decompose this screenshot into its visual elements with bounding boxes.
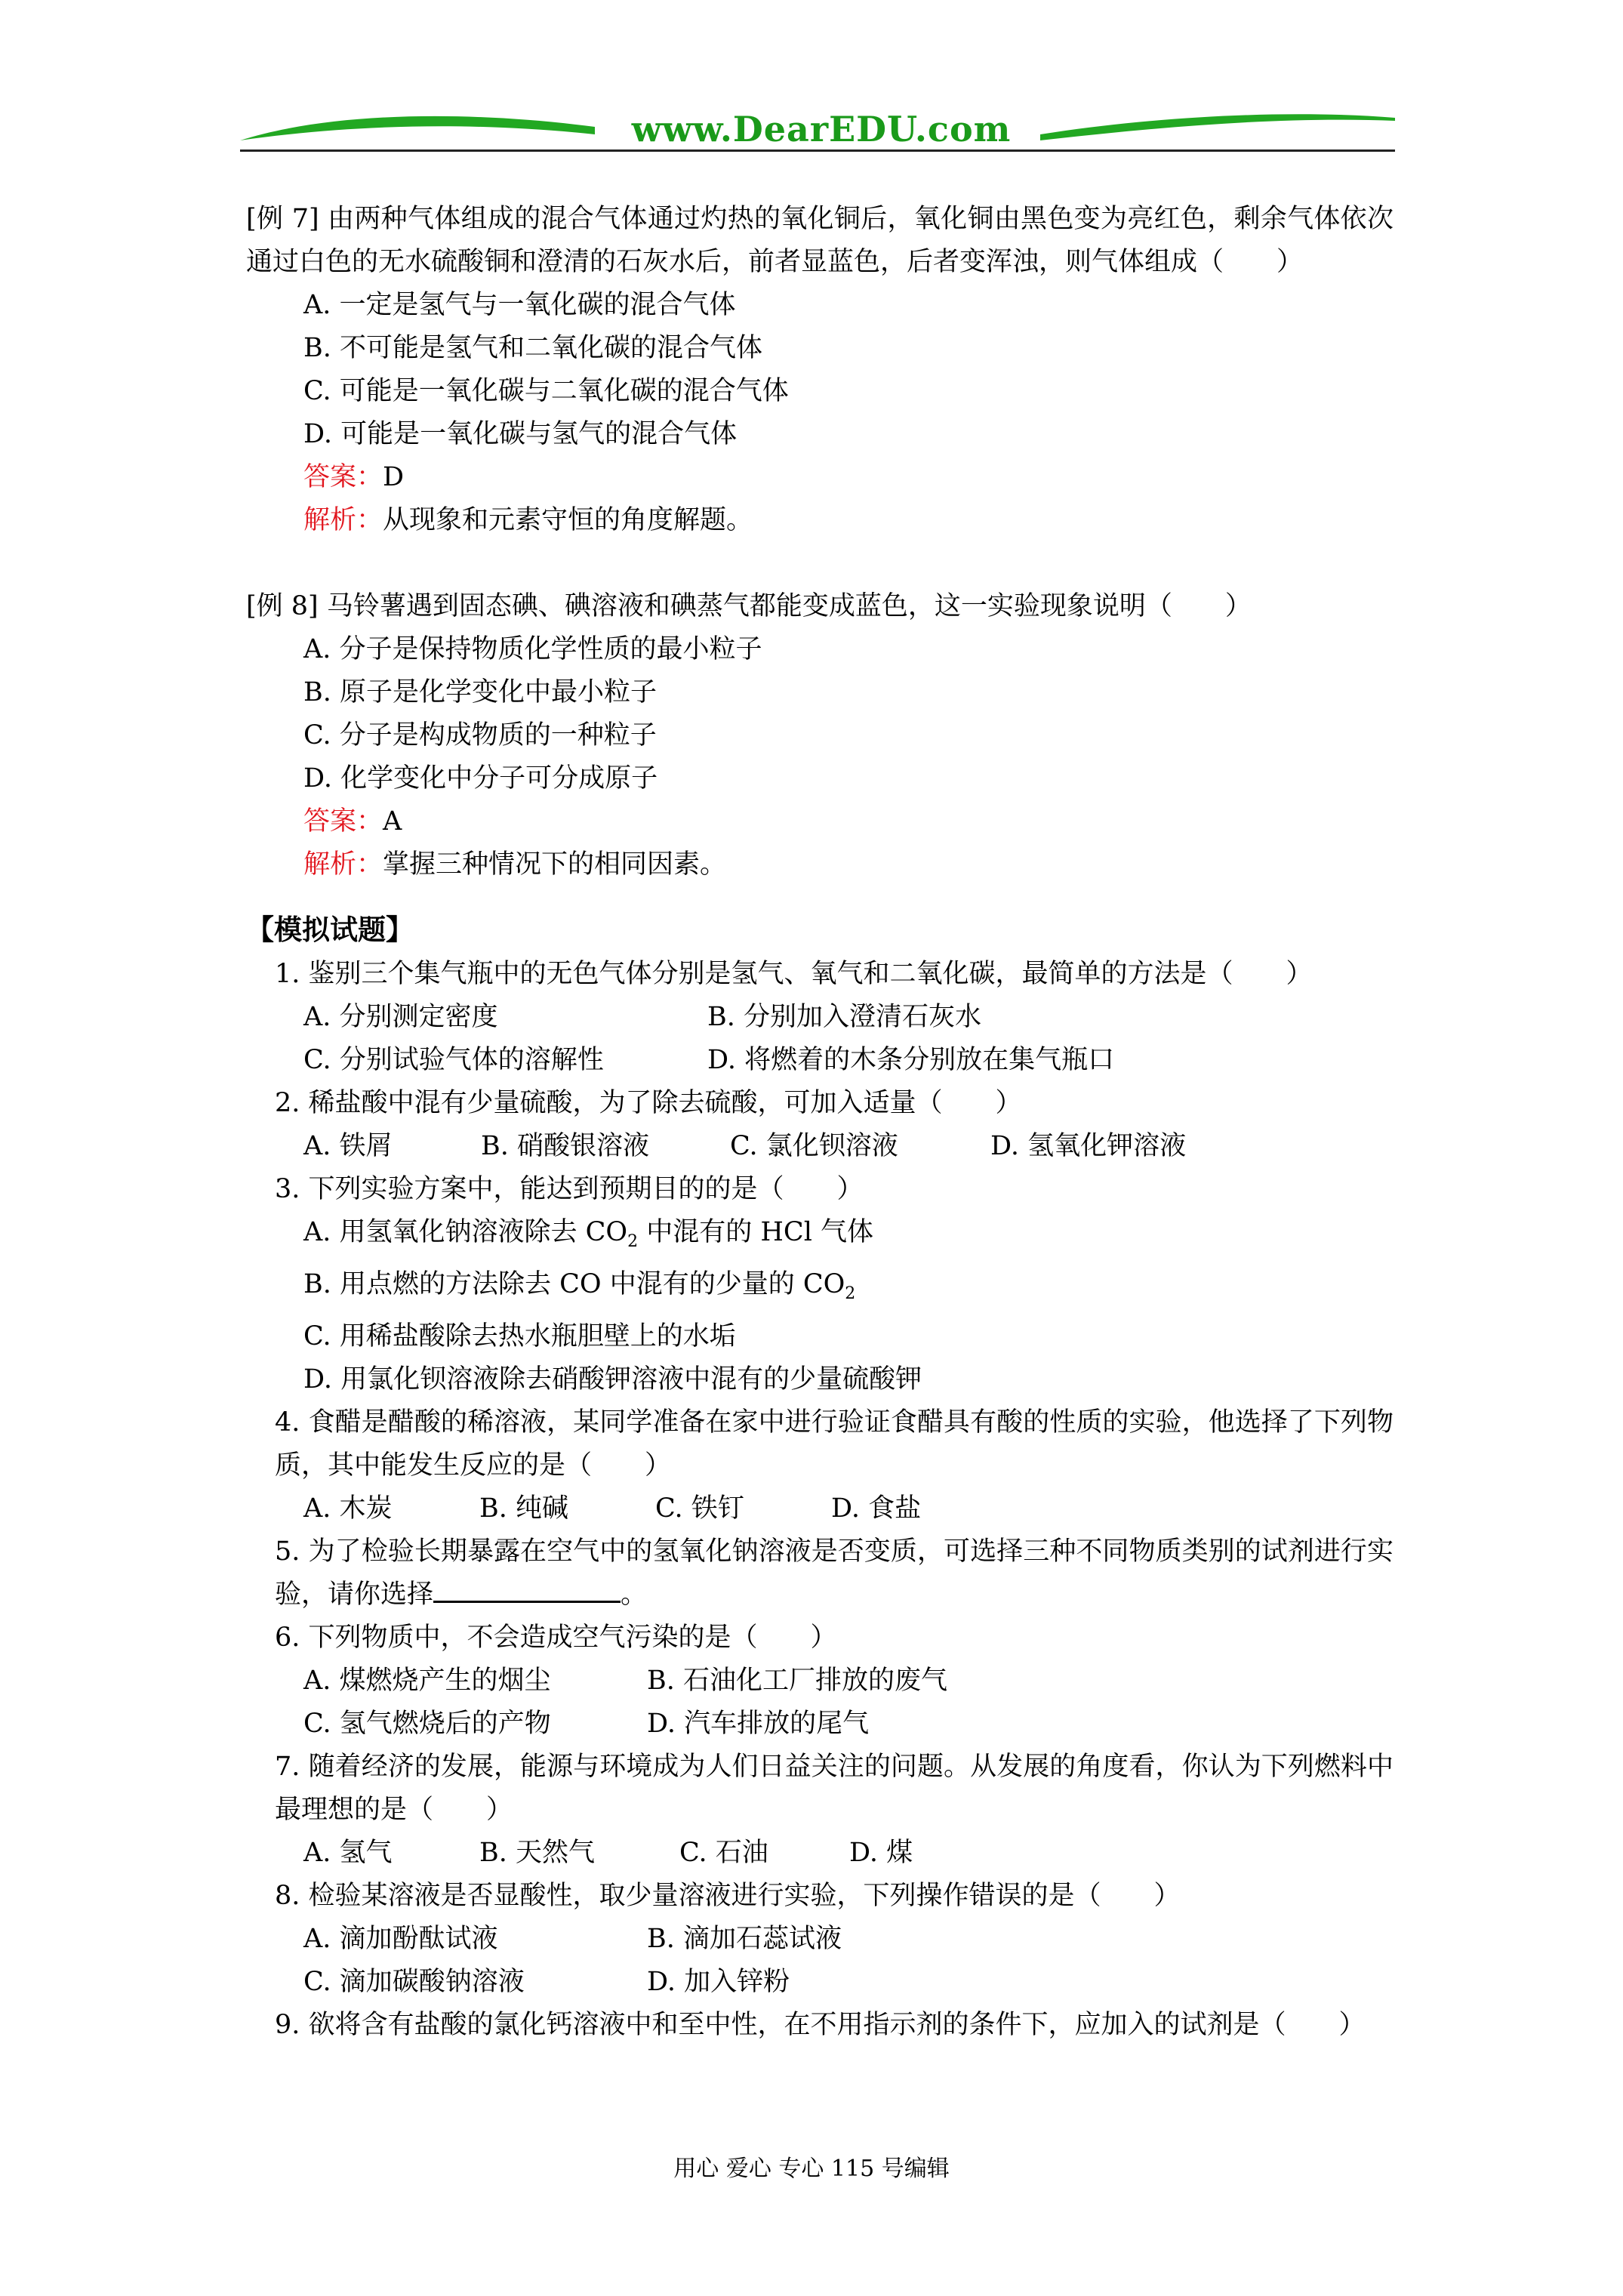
document-body	[246, 198, 1394, 2047]
example-8-option-b: B. 原子是化学变化中最小粒子	[303, 677, 657, 707]
question-8-options-row1	[246, 1918, 1394, 1961]
option-c: C. 滴加碳酸钠溶液	[303, 1967, 525, 1997]
question-2-options	[246, 1125, 1394, 1168]
option-d: D. 食盐	[831, 1493, 922, 1524]
question-1-stem: 1. 鉴别三个集气瓶中的无色气体分别是氢气、氧气和二氧化碳，最简单的方法是（ ）	[275, 959, 1313, 989]
example-8-stem: [例 8] 马铃薯遇到固态碘、碘溶液和碘蒸气都能变成蓝色，这一实验现象说明（ ）	[246, 591, 1252, 621]
question-7-options	[246, 1832, 1394, 1875]
question-6-stem: 6. 下列物质中，不会造成空气污染的是（ ）	[275, 1623, 837, 1653]
question-6-options-row1	[246, 1660, 1394, 1703]
option-d: D. 氢氧化钾溶液	[990, 1131, 1187, 1161]
question-3-stem: 3. 下列实验方案中，能达到预期目的的是（ ）	[275, 1174, 864, 1204]
header-divider	[240, 149, 1395, 152]
example-8-answer	[246, 800, 1394, 843]
analysis-label: 解析：	[303, 849, 383, 880]
option-b: B. 滴加石蕊试液	[647, 1924, 842, 1954]
question-8-stem: 8. 检验某溶液是否显酸性，取少量溶液进行实验，下列操作错误的是（ ）	[275, 1881, 1181, 1911]
option-c: C. 氯化钡溶液	[730, 1131, 898, 1161]
section-title: 【模拟试题】	[246, 914, 414, 946]
answer-label: 答案：	[303, 806, 383, 837]
question-5-stem: 5. 为了检验长期暴露在空气中的氢氧化钠溶液是否变质，可选择三种不同物质类别的试剂进行实验，请你选择 。	[275, 1536, 1394, 1610]
option-d: D. 加入锌粉	[647, 1967, 790, 1997]
option-a: A. 氢气	[303, 1838, 393, 1868]
option-a: A. 铁屑	[303, 1131, 393, 1161]
example-8-option-a: A. 分子是保持物质化学性质的最小粒子	[303, 634, 762, 664]
option-b: B. 分别加入澄清石灰水	[707, 1002, 981, 1032]
question-3-option-b: B. 用点燃的方法除去 CO 中混有的少量的 $CO_2$	[303, 1269, 856, 1303]
option-c: C. 石油	[679, 1838, 768, 1868]
answer-blank[interactable]	[433, 1573, 621, 1603]
question-2-stem: 2. 稀盐酸中混有少量硫酸，为了除去硫酸，可加入适量（ ）	[275, 1088, 1022, 1118]
option-a: A. 木炭	[303, 1493, 393, 1524]
answer-label: 答案：	[303, 462, 383, 492]
example-7-option-a: A. 一定是氢气与一氧化碳的混合气体	[303, 290, 736, 320]
page-footer: 用心 爱心 专心 115 号编辑	[673, 2156, 950, 2182]
question-4-options	[246, 1487, 1394, 1530]
answer-value: D	[383, 462, 405, 492]
example-7-option-d: D. 可能是一氧化碳与氢气的混合气体	[303, 419, 738, 449]
option-b: B. 硝酸银溶液	[481, 1131, 649, 1161]
page-header	[240, 104, 1395, 159]
analysis-label: 解析：	[303, 505, 383, 535]
example-7-answer	[246, 456, 1394, 499]
option-c: C. 分别试验气体的溶解性	[303, 1045, 604, 1075]
analysis-text: 掌握三种情况下的相同因素。	[383, 849, 727, 880]
answer-value: A	[383, 806, 402, 837]
option-c: C. 铁钉	[655, 1493, 744, 1524]
option-c: C. 氢气燃烧后的产物	[303, 1709, 551, 1739]
option-d: D. 汽车排放的尾气	[647, 1709, 870, 1739]
question-3-option-a: A. 用氢氧化钠溶液除去 $CO_2$ 中混有的 HCl 气体	[303, 1217, 874, 1251]
question-8-options-row2	[246, 1961, 1394, 2004]
option-a: A. 分别测定密度	[303, 1002, 498, 1032]
option-b: B. 天然气	[479, 1838, 595, 1868]
example-7-analysis	[246, 499, 1394, 542]
question-9-stem: 9. 欲将含有盐酸的氯化钙溶液中和至中性，在不用指示剂的条件下，应加入的试剂是（ ）	[275, 2010, 1366, 2040]
analysis-text: 从现象和元素守恒的角度解题。	[383, 505, 753, 535]
question-1-options-row2	[246, 1039, 1394, 1082]
example-8-analysis	[246, 843, 1394, 886]
example-7-option-b: B. 不可能是氢气和二氧化碳的混合气体	[303, 333, 762, 363]
example-7-stem: [例 7] 由两种气体组成的混合气体通过灼热的氧化铜后，氧化铜由黑色变为亮红色，剩余气体依次通过白色的无水硫酸铜和澄清的石灰水后，前者显蓝色，后者变浑浊，则气体组成（ ）	[246, 204, 1394, 277]
option-b: B. 石油化工厂排放的废气	[647, 1666, 947, 1696]
site-logo[interactable]: www.DearEDU.com	[631, 109, 1012, 149]
option-a: A. 滴加酚酞试液	[303, 1924, 498, 1954]
option-b: B. 纯碱	[479, 1493, 568, 1524]
example-8-option-d: D. 化学变化中分子可分成原子	[303, 763, 658, 794]
option-a: A. 煤燃烧产生的烟尘	[303, 1666, 551, 1696]
question-1-options-row1	[246, 996, 1394, 1039]
option-d: D. 将燃着的木条分别放在集气瓶口	[707, 1045, 1115, 1075]
question-3-option-c: C. 用稀盐酸除去热水瓶胆壁上的水垢	[303, 1321, 736, 1351]
question-6-options-row2	[246, 1703, 1394, 1746]
question-7-stem: 7. 随着经济的发展，能源与环境成为人们日益关注的问题。从发展的角度看，你认为下列燃料中最理想的是（ ）	[275, 1752, 1394, 1825]
option-d: D. 煤	[849, 1838, 913, 1868]
example-8-option-c: C. 分子是构成物质的一种粒子	[303, 720, 657, 750]
question-4-stem: 4. 食醋是醋酸的稀溶液，某同学准备在家中进行验证食醋具有酸的性质的实验，他选择了下列物质，其中能发生反应的是（ ）	[275, 1407, 1394, 1481]
example-7-option-c: C. 可能是一氧化碳与二氧化碳的混合气体	[303, 376, 789, 406]
question-3-option-d: D. 用氯化钡溶液除去硝酸钾溶液中混有的少量硫酸钾	[303, 1364, 922, 1395]
